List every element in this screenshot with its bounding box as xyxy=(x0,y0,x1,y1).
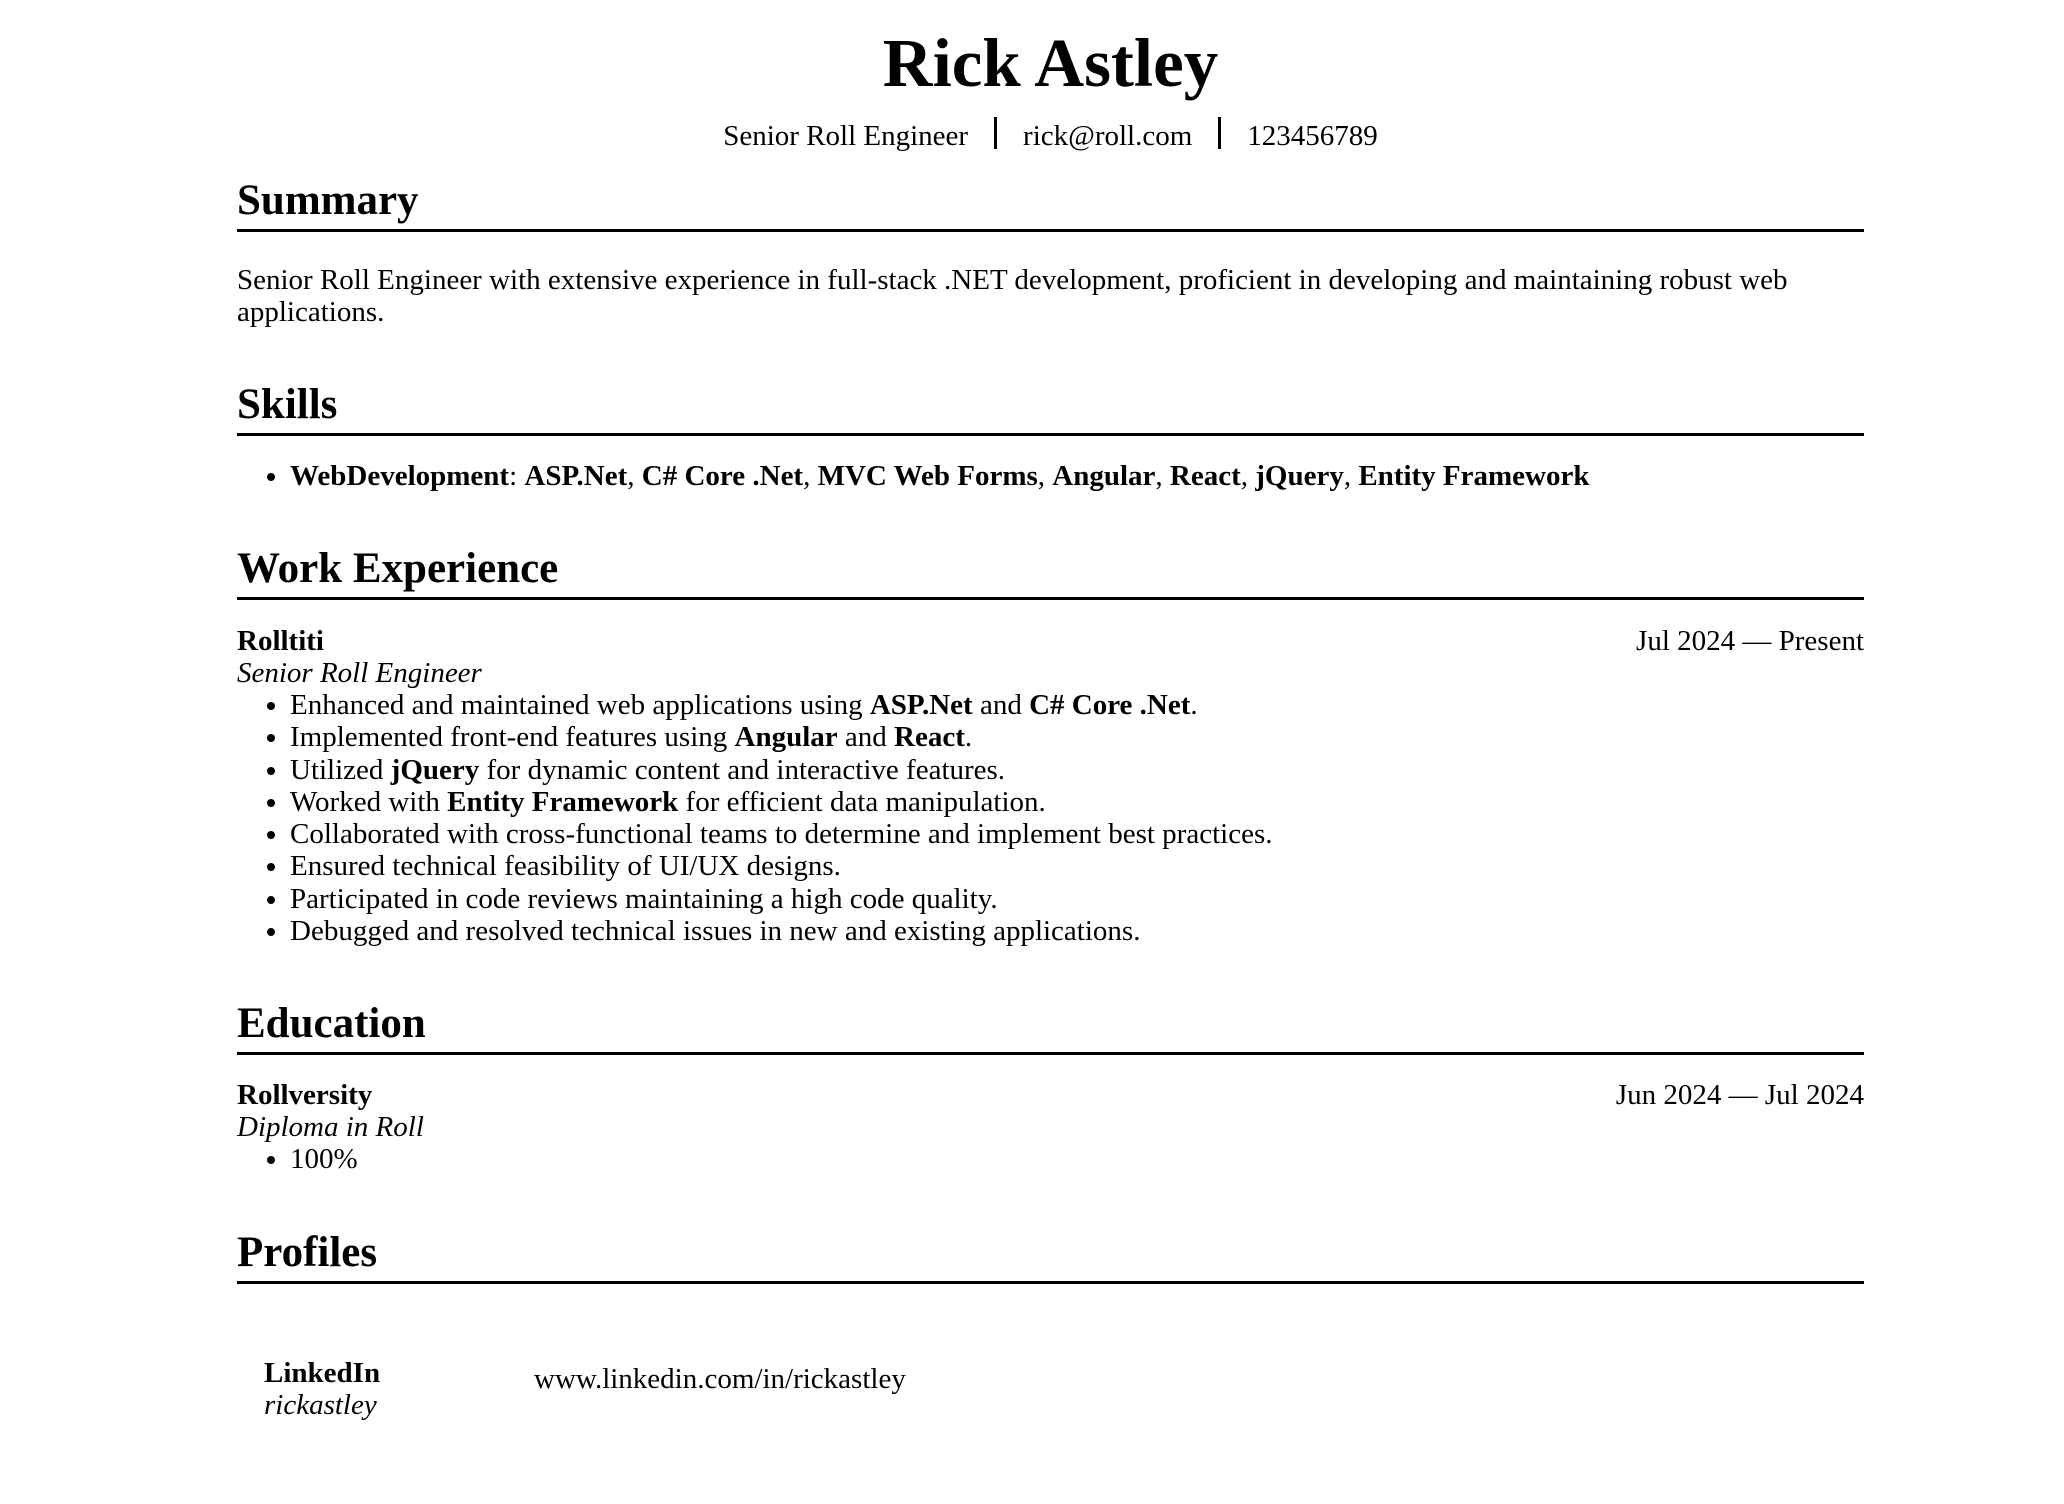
skill-keyword: C# Core .Net xyxy=(641,460,804,492)
highlight-text: Ensured technical feasibility of UI/UX designs. xyxy=(290,850,841,883)
highlight-text: Worked with xyxy=(290,785,448,818)
skills-list xyxy=(237,460,1917,492)
highlight-keyword: React xyxy=(894,721,965,754)
summary-heading: Summary xyxy=(237,174,1864,232)
work-highlight xyxy=(290,850,1917,882)
profile-url-link[interactable]: www.linkedin.com/in/rickastley xyxy=(534,1363,906,1395)
work-highlight xyxy=(290,883,1917,915)
work-highlight xyxy=(290,721,1917,753)
education-heading: Education xyxy=(237,997,1864,1055)
highlight-keyword: ASP.Net xyxy=(869,689,973,721)
highlight-text: . xyxy=(1190,689,1198,721)
work-heading: Work Experience xyxy=(237,542,1864,600)
summary-text: Senior Roll Engineer with extensive experience in full-stack .NET development, proficient in developing and maintaining robust web applications. xyxy=(237,264,1788,328)
highlight-keyword: C# Core .Net xyxy=(1029,689,1191,721)
phone-number: 123456789 xyxy=(1247,120,1378,152)
skill-keyword: Entity Framework xyxy=(1358,460,1590,492)
highlight-text: Debugged and resolved technical issues in new and existing applications. xyxy=(290,915,1141,948)
work-position: Senior Roll Engineer xyxy=(237,657,482,689)
company-name: Rolltiti xyxy=(237,625,324,657)
skill-keywords: ASP.Net, C# Core .Net, MVC Web Forms, Angular, React, jQuery, Entity Framework xyxy=(524,460,1590,492)
work-highlights-list xyxy=(237,689,1917,947)
highlight-text: for efficient data manipulation. xyxy=(678,785,1046,818)
skill-keyword: React xyxy=(1169,460,1241,492)
contact-line xyxy=(237,116,1864,156)
profile-network: LinkedIn xyxy=(264,1357,381,1389)
resume-name: Rick Astley xyxy=(882,25,1219,101)
email-link[interactable]: rick@roll.com xyxy=(1023,120,1193,152)
education-degree: Diploma in Roll xyxy=(237,1111,424,1143)
institution-name: Rollversity xyxy=(237,1079,373,1111)
work-entry-header xyxy=(237,625,1864,657)
highlight-text: and xyxy=(972,689,1030,721)
work-highlight xyxy=(290,818,1917,850)
highlight-keyword: jQuery xyxy=(390,753,480,786)
education-date: Jun 2024 — Jul 2024 xyxy=(1615,1079,1864,1111)
education-highlight: • 100% xyxy=(290,1143,1917,1175)
work-date: Jul 2024 — Present xyxy=(1636,625,1864,657)
headline: Senior Roll Engineer xyxy=(723,120,969,152)
highlight-keyword: Angular xyxy=(734,721,838,754)
skill-category: WebDevelopment xyxy=(290,460,510,492)
profile-item xyxy=(264,1357,380,1421)
work-highlight xyxy=(290,689,1917,721)
highlight-keyword: Entity Framework xyxy=(447,785,679,818)
highlight-text: Collaborated with cross-functional teams to determine and implement best practices. xyxy=(290,818,1273,851)
skill-keyword: Angular xyxy=(1052,460,1156,492)
skill-keyword: jQuery xyxy=(1255,460,1344,492)
highlight-text: for dynamic content and interactive features. xyxy=(479,753,1006,786)
highlight-text: Participated in code reviews maintaining a high code quality. xyxy=(290,882,998,915)
education-entry-header xyxy=(237,1079,1864,1111)
education-highlights-list xyxy=(237,1143,1917,1175)
skill-keyword: MVC Web Forms xyxy=(817,460,1038,492)
highlight-text: and xyxy=(837,721,895,754)
profile-username: rickastley xyxy=(264,1389,377,1421)
contact-separator xyxy=(994,117,997,149)
work-highlight xyxy=(290,786,1917,818)
highlight-text: Implemented front-end features using xyxy=(290,721,735,754)
highlight-text: Utilized xyxy=(290,753,391,786)
highlight-text: Enhanced and maintained web applications using xyxy=(290,689,870,721)
skill-item: • WebDevelopment: ASP.Net, C# Core .Net, MVC Web Forms, Angular, React, jQuery, Entity Framework xyxy=(290,460,1917,492)
skill-keyword: ASP.Net xyxy=(524,460,628,492)
skills-heading: Skills xyxy=(237,378,1864,436)
highlight-text: . xyxy=(964,721,973,754)
work-highlight xyxy=(290,915,1917,947)
profiles-heading: Profiles xyxy=(237,1226,1864,1284)
contact-separator xyxy=(1218,117,1221,149)
work-highlight xyxy=(290,754,1917,786)
